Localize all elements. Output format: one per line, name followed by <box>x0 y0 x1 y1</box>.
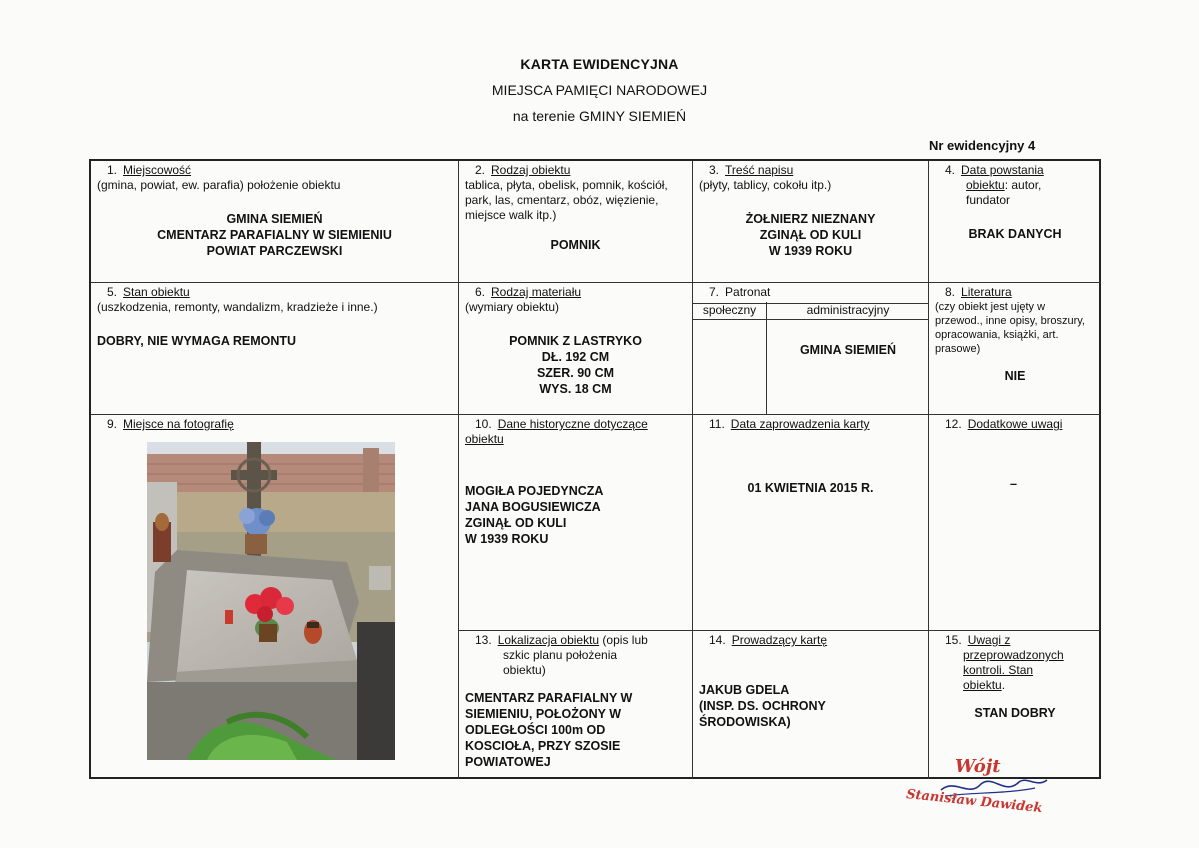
patronage-social: społeczny <box>693 302 767 415</box>
cell-inspection-notes: 15. Uwagi z przeprowadzonych kontroli. Stan obiektu. STAN DOBRY <box>945 633 1064 720</box>
cell-card-date: 11. Data zaprowadzenia karty 01 KWIETNIA 2015 R. <box>693 415 929 631</box>
registration-number: Nr ewidencyjny 4 <box>929 138 1036 153</box>
cell-inscription: 3. Treść napisu (płyty, tablicy, cokołu itp.) ŻOŁNIERZ NIEZNANY ZGINĄŁ OD KULI W 1939 ROKU <box>693 161 929 283</box>
cell-photo: 9. Miejsce na fotografię <box>91 415 459 779</box>
cell-patronage: 7. Patronat społeczny administracyjny GMINA SIEMIEŃ <box>693 283 929 415</box>
cell-history: 10. Dane historyczne dotyczące obiektu MOGIŁA POJEDYNCZA JANA BOGUSIEWICZA ZGINĄŁ OD KULI W 1939 ROKU <box>459 415 693 631</box>
grave-photo-drawing <box>147 442 395 760</box>
cell-material: 6. Rodzaj materiału (wymiary obiektu) POMNIK Z LASTRYKO DŁ. 192 CM SZER. 90 CM WYS. 18 CM <box>459 283 693 415</box>
cell-creation-date: 4. Data powstania obiektu: autor, fundator BRAK DANYCH <box>929 161 1101 283</box>
cell-object-type: 2. Rodzaj obiektu tablica, płyta, obelisk, pomnik, kościół, park, las, cmentarz, obóz, więzienie, miejsce walk itp.) POMNIK <box>459 161 693 283</box>
cell-condition: 5. Stan obiektu (uszkodzenia, remonty, wandalizm, kradzieże i inne.) DOBRY, NIE WYMAGA REMONTU <box>91 283 459 415</box>
cell-locality: 1. Miejscowość (gmina, powiat, ew. parafia) położenie obiektu GMINA SIEMIEŃ CMENTARZ PARAFIALNY W SIEMIENIU POWIAT PARCZEWSKI <box>91 161 459 283</box>
cell-card-keeper: 14. Prowadzący kartę JAKUB GDELA (INSP. DS. OCHRONY ŚRODOWISKA) <box>693 631 929 779</box>
cell-additional-notes: 12. Dodatkowe uwagi – <box>929 415 1101 631</box>
patronage-administrative: administracyjny GMINA SIEMIEŃ <box>767 302 929 415</box>
cell-location: 13. Lokalizacja obiektu (opis lub szkic planu położenia obiektu) CMENTARZ PARAFIALNY W SIEMIENIU, POŁOŻONY W ODLEGŁOŚCI 100m OD KOSCIOŁA, PRZY SZOSIE POWIATOWEJ <box>459 631 693 779</box>
document-title: KARTA EWIDENCYJNA <box>520 56 679 72</box>
document-subtitle: MIEJSCA PAMIĘCI NARODOWEJ <box>491 82 708 98</box>
cell-literature: 8. Literatura (czy obiekt jest ujęty w przewod., inne opisy, broszury, opracowania, książki, art. prasowe) NIE <box>929 283 1101 415</box>
stamp-name: Stanisław Dawidek <box>905 787 1044 817</box>
stamp-role: Wójt <box>955 756 1001 777</box>
grave-photograph <box>147 442 395 760</box>
document-area: na terenie GMINY SIEMIEŃ <box>512 108 687 124</box>
